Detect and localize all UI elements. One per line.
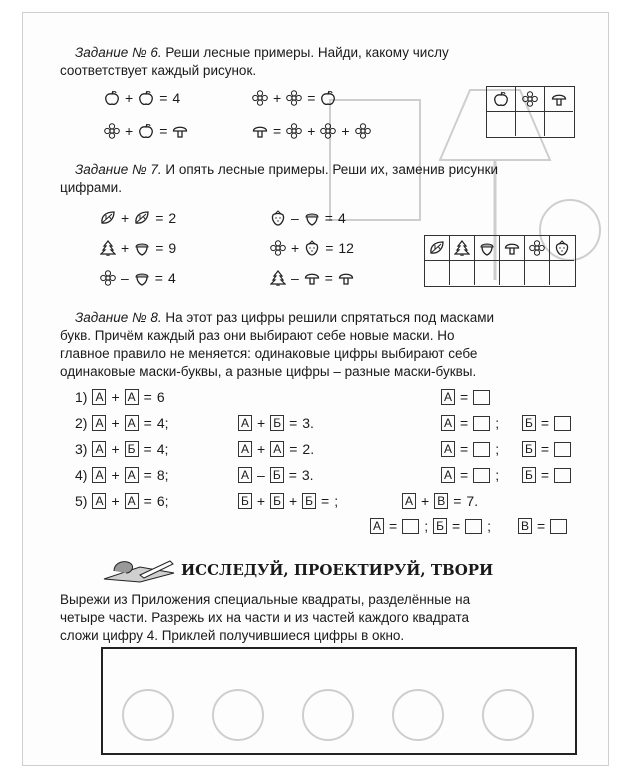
flower-icon (355, 123, 371, 139)
answer-cell[interactable] (550, 261, 574, 285)
letter-mask-b: Б (302, 493, 316, 509)
equals-sign: = (324, 210, 333, 226)
answer-box[interactable] (473, 468, 490, 483)
equals-sign: = (321, 493, 330, 509)
letter-mask-b: Б (270, 467, 284, 483)
separator: ; (495, 441, 500, 457)
task8-answer-2 (441, 415, 499, 431)
apple-icon (493, 91, 509, 107)
leaf-icon (134, 210, 150, 226)
strawberry-icon (554, 240, 570, 256)
task7-line1 (75, 161, 498, 178)
answer-cell[interactable] (487, 112, 516, 136)
minus-sign: – (121, 270, 129, 286)
minus-sign: – (257, 467, 265, 483)
task7-text: И опять лесные примеры. Реши их, заменив рисунки (165, 162, 499, 177)
task8-title: Задание № 8. (75, 310, 162, 325)
task8-row-5 (75, 493, 169, 509)
mushroom-icon (504, 240, 520, 256)
equals-sign: = (325, 240, 334, 256)
plus-sign: + (111, 493, 120, 509)
strawberry-icon (304, 240, 320, 256)
flower-icon (100, 270, 116, 286)
separator: ; (495, 467, 500, 483)
table-header-cell (516, 87, 545, 112)
task7-equation-2 (100, 240, 176, 256)
row-number: 5) (75, 493, 88, 509)
leaf-icon (100, 210, 116, 226)
task8-text: На этот раз цифры решили спрятаться под масками (165, 310, 495, 325)
equals-sign: = (143, 441, 152, 457)
task6-line1 (75, 44, 449, 61)
plus-sign: + (111, 467, 120, 483)
answer-cell[interactable] (516, 112, 545, 136)
letter-mask-a: А (441, 441, 455, 457)
result-value: 8; (156, 467, 169, 483)
table-header-cell (487, 87, 516, 112)
letter-mask-a: А (441, 389, 455, 405)
research-line2: четыре части. Разрежь их на части и из частей каждого квадрата (60, 610, 470, 625)
flower-icon (270, 240, 286, 256)
answer-box[interactable] (554, 442, 571, 457)
task6-line2: соответствует каждый рисунок. (60, 63, 257, 78)
equals-sign: = (537, 518, 546, 534)
result-value: 4; (156, 415, 169, 431)
equals-sign: = (324, 270, 333, 286)
result-value: 7. (466, 493, 479, 509)
equals-sign: = (453, 493, 462, 509)
task7-equation-4 (270, 210, 346, 226)
equals-sign: = (289, 415, 298, 431)
table-header-cell (525, 236, 550, 261)
letter-mask-a: А (238, 415, 252, 431)
plus-sign: + (111, 441, 120, 457)
table-header-cell (550, 236, 574, 261)
flower-icon (529, 240, 545, 256)
equals-sign: = (159, 90, 168, 106)
task7-equation-6 (270, 270, 354, 286)
plus-sign: + (125, 123, 134, 139)
letter-mask-a: А (92, 389, 106, 405)
letter-mask-a: А (125, 467, 139, 483)
letter-mask-v: В (434, 493, 448, 509)
answer-cell[interactable] (475, 261, 500, 285)
plus-sign: + (288, 493, 298, 509)
letter-mask-a: А (402, 493, 416, 509)
acorn-icon (134, 270, 150, 286)
letter-mask-b: Б (270, 415, 284, 431)
answer-box[interactable] (465, 519, 482, 534)
letter-mask-a: А (441, 415, 455, 431)
task8-row-4b (238, 467, 314, 483)
equals-sign: = (460, 415, 469, 431)
answer-box[interactable] (554, 468, 571, 483)
letter-mask-b: Б (522, 415, 536, 431)
result-value: 4 (172, 90, 181, 106)
answer-cell[interactable] (545, 112, 573, 136)
equals-sign: = (460, 467, 469, 483)
result-value: 4 (337, 210, 346, 226)
plus-sign: + (257, 441, 266, 457)
flower-icon (252, 90, 268, 106)
equals-sign: = (460, 389, 469, 405)
result-value: 4; (156, 441, 169, 457)
task8-answer-5c (518, 518, 567, 534)
equals-sign: = (389, 518, 398, 534)
mushroom-icon (338, 270, 354, 286)
separator: ; (487, 518, 492, 534)
flower-icon (286, 90, 302, 106)
tree-icon (100, 240, 116, 256)
tree-icon (454, 240, 470, 256)
letter-mask-b: Б (522, 441, 536, 457)
tree-icon (270, 270, 286, 286)
plus-sign: + (256, 493, 266, 509)
task8-row-1 (75, 389, 165, 405)
equals-sign: = (155, 240, 164, 256)
letter-mask-a: А (441, 467, 455, 483)
equals-sign: = (154, 270, 163, 286)
table-header-cell (500, 236, 525, 261)
equals-sign: = (155, 210, 164, 226)
task7-title: Задание № 7. (75, 162, 162, 177)
answer-box[interactable] (554, 416, 571, 431)
answer-box[interactable] (473, 442, 490, 457)
task8-answer-2b (522, 415, 571, 431)
task8-answer-5 (370, 518, 491, 534)
letter-mask-b: Б (238, 493, 252, 509)
letter-mask-b: Б (433, 518, 447, 534)
result-value: 9 (168, 240, 177, 256)
equals-sign: = (540, 415, 550, 431)
equals-sign: = (143, 467, 152, 483)
letter-mask-a: А (92, 441, 106, 457)
letter-mask-a: А (270, 441, 284, 457)
row-number: 4) (75, 467, 88, 483)
task6-title: Задание № 6. (75, 45, 162, 60)
task8-row-3 (75, 441, 168, 457)
task8-answer-1 (441, 389, 490, 405)
answer-cell[interactable] (425, 261, 450, 285)
task6-text: Реши лесные примеры. Найди, какому числу (165, 45, 449, 60)
letter-mask-a: А (92, 493, 106, 509)
letter-mask-b: Б (125, 441, 139, 457)
task7-answer-table (424, 235, 576, 287)
letter-mask-a: А (125, 415, 139, 431)
pencil-book-icon (100, 553, 178, 583)
answer-box[interactable] (473, 416, 490, 431)
equals-sign: = (273, 123, 282, 139)
letter-mask-a: А (125, 389, 139, 405)
letter-mask-b: Б (270, 493, 284, 509)
acorn-icon (479, 240, 495, 256)
task8-line2: букв. Причём каждый раз они выбирают себе новые маски. Но (60, 328, 455, 343)
equals-sign: = (540, 441, 550, 457)
equals-sign: = (451, 518, 461, 534)
plus-sign: + (291, 240, 300, 256)
answer-cell[interactable] (450, 261, 475, 285)
task8-answer-4 (441, 467, 499, 483)
research-line3: сложи цифру 4. Приклей получившиеся цифры в окно. (60, 628, 405, 643)
equals-sign: = (143, 389, 152, 405)
equals-sign: = (460, 441, 469, 457)
apple-icon (104, 90, 120, 106)
plus-sign: + (125, 90, 134, 106)
answer-box[interactable] (550, 519, 567, 534)
minus-sign: – (291, 210, 299, 226)
plus-sign: + (111, 389, 120, 405)
research-heading: ИССЛЕДУЙ, ПРОЕКТИРУЙ, ТВОРИ (181, 561, 494, 579)
task8-answer-4b (522, 467, 571, 483)
result-value: 3. (302, 415, 314, 431)
task6-equation-1 (104, 90, 180, 106)
task8-line3: главное правило не меняется: одинаковые цифры выбирают себе (60, 346, 478, 361)
flower-icon (286, 123, 302, 139)
acorn-icon (134, 240, 150, 256)
equals-sign: = (143, 415, 152, 431)
letter-mask-a: А (370, 518, 384, 534)
row-number: 2) (75, 415, 88, 431)
letter-mask-a: А (238, 467, 252, 483)
letter-mask-a: А (238, 441, 252, 457)
task6-equation-2 (252, 90, 336, 106)
animal-faces-background (108, 680, 568, 745)
task8-row-5b (238, 493, 338, 509)
result-value: 2. (302, 441, 315, 457)
result-value: 2 (168, 210, 177, 226)
separator: ; (424, 518, 429, 534)
task8-line1 (75, 309, 494, 326)
plus-sign: + (421, 493, 430, 509)
acorn-icon (304, 210, 320, 226)
apple-icon (320, 90, 336, 106)
letter-mask-v: В (518, 518, 532, 534)
plus-sign: + (257, 415, 266, 431)
result-value: 6 (156, 389, 165, 405)
answer-cell[interactable] (525, 261, 550, 285)
task8-row-4 (75, 467, 169, 483)
result-value: ; (334, 493, 339, 509)
leaf-icon (429, 240, 445, 256)
equals-sign: = (143, 493, 152, 509)
flower-icon (104, 123, 120, 139)
result-value: 12 (338, 240, 354, 256)
task8-answer-3b (522, 441, 571, 457)
task7-equation-5 (270, 240, 354, 256)
plus-sign: + (121, 240, 130, 256)
task7-equation-3 (100, 270, 176, 286)
answer-box[interactable] (473, 390, 490, 405)
plus-sign: + (341, 123, 350, 139)
answer-cell[interactable] (500, 261, 525, 285)
task6-equation-4 (252, 123, 371, 139)
task7-line2: цифрами. (60, 180, 122, 195)
letter-mask-b: Б (522, 467, 536, 483)
result-value: 3. (301, 467, 314, 483)
plus-sign: + (121, 210, 130, 226)
equals-sign: = (289, 441, 298, 457)
task6-equation-3 (104, 123, 188, 139)
plus-sign: + (307, 123, 316, 139)
flower-icon (522, 91, 538, 107)
row-number: 1) (75, 389, 88, 405)
mushroom-icon (304, 270, 320, 286)
research-line1: Вырежи из Приложения специальные квадраты, разделённые на (60, 592, 471, 607)
separator: ; (495, 415, 500, 431)
task8-row-5c (402, 493, 478, 509)
minus-sign: – (291, 270, 299, 286)
task8-row-3b (238, 441, 314, 457)
task8-answer-3 (441, 441, 499, 457)
result-value: 4 (167, 270, 176, 286)
mushroom-icon (172, 123, 188, 139)
table-header-cell (475, 236, 500, 261)
letter-mask-a: А (125, 493, 139, 509)
equals-sign: = (159, 123, 168, 139)
task7-equation-1 (100, 210, 176, 226)
task8-line4: одинаковые маски-буквы, а разные цифры – разные маски-буквы. (60, 364, 477, 379)
strawberry-icon (270, 210, 286, 226)
table-header-cell (425, 236, 450, 261)
plus-sign: + (111, 415, 120, 431)
letter-mask-a: А (92, 467, 106, 483)
answer-box[interactable] (402, 519, 419, 534)
task8-row-2 (75, 415, 169, 431)
table-header-cell (545, 87, 573, 112)
mushroom-icon (252, 123, 268, 139)
apple-icon (138, 90, 154, 106)
task8-row-2b (238, 415, 314, 431)
apple-icon (138, 123, 154, 139)
row-number: 3) (75, 441, 88, 457)
equals-sign: = (540, 467, 550, 483)
letter-mask-a: А (92, 415, 106, 431)
equals-sign: = (307, 90, 316, 106)
result-value: 6; (156, 493, 169, 509)
task6-answer-table (486, 86, 575, 138)
plus-sign: + (273, 90, 282, 106)
equals-sign: = (288, 467, 297, 483)
mushroom-icon (551, 91, 567, 107)
flower-icon (320, 123, 336, 139)
table-header-cell (450, 236, 475, 261)
